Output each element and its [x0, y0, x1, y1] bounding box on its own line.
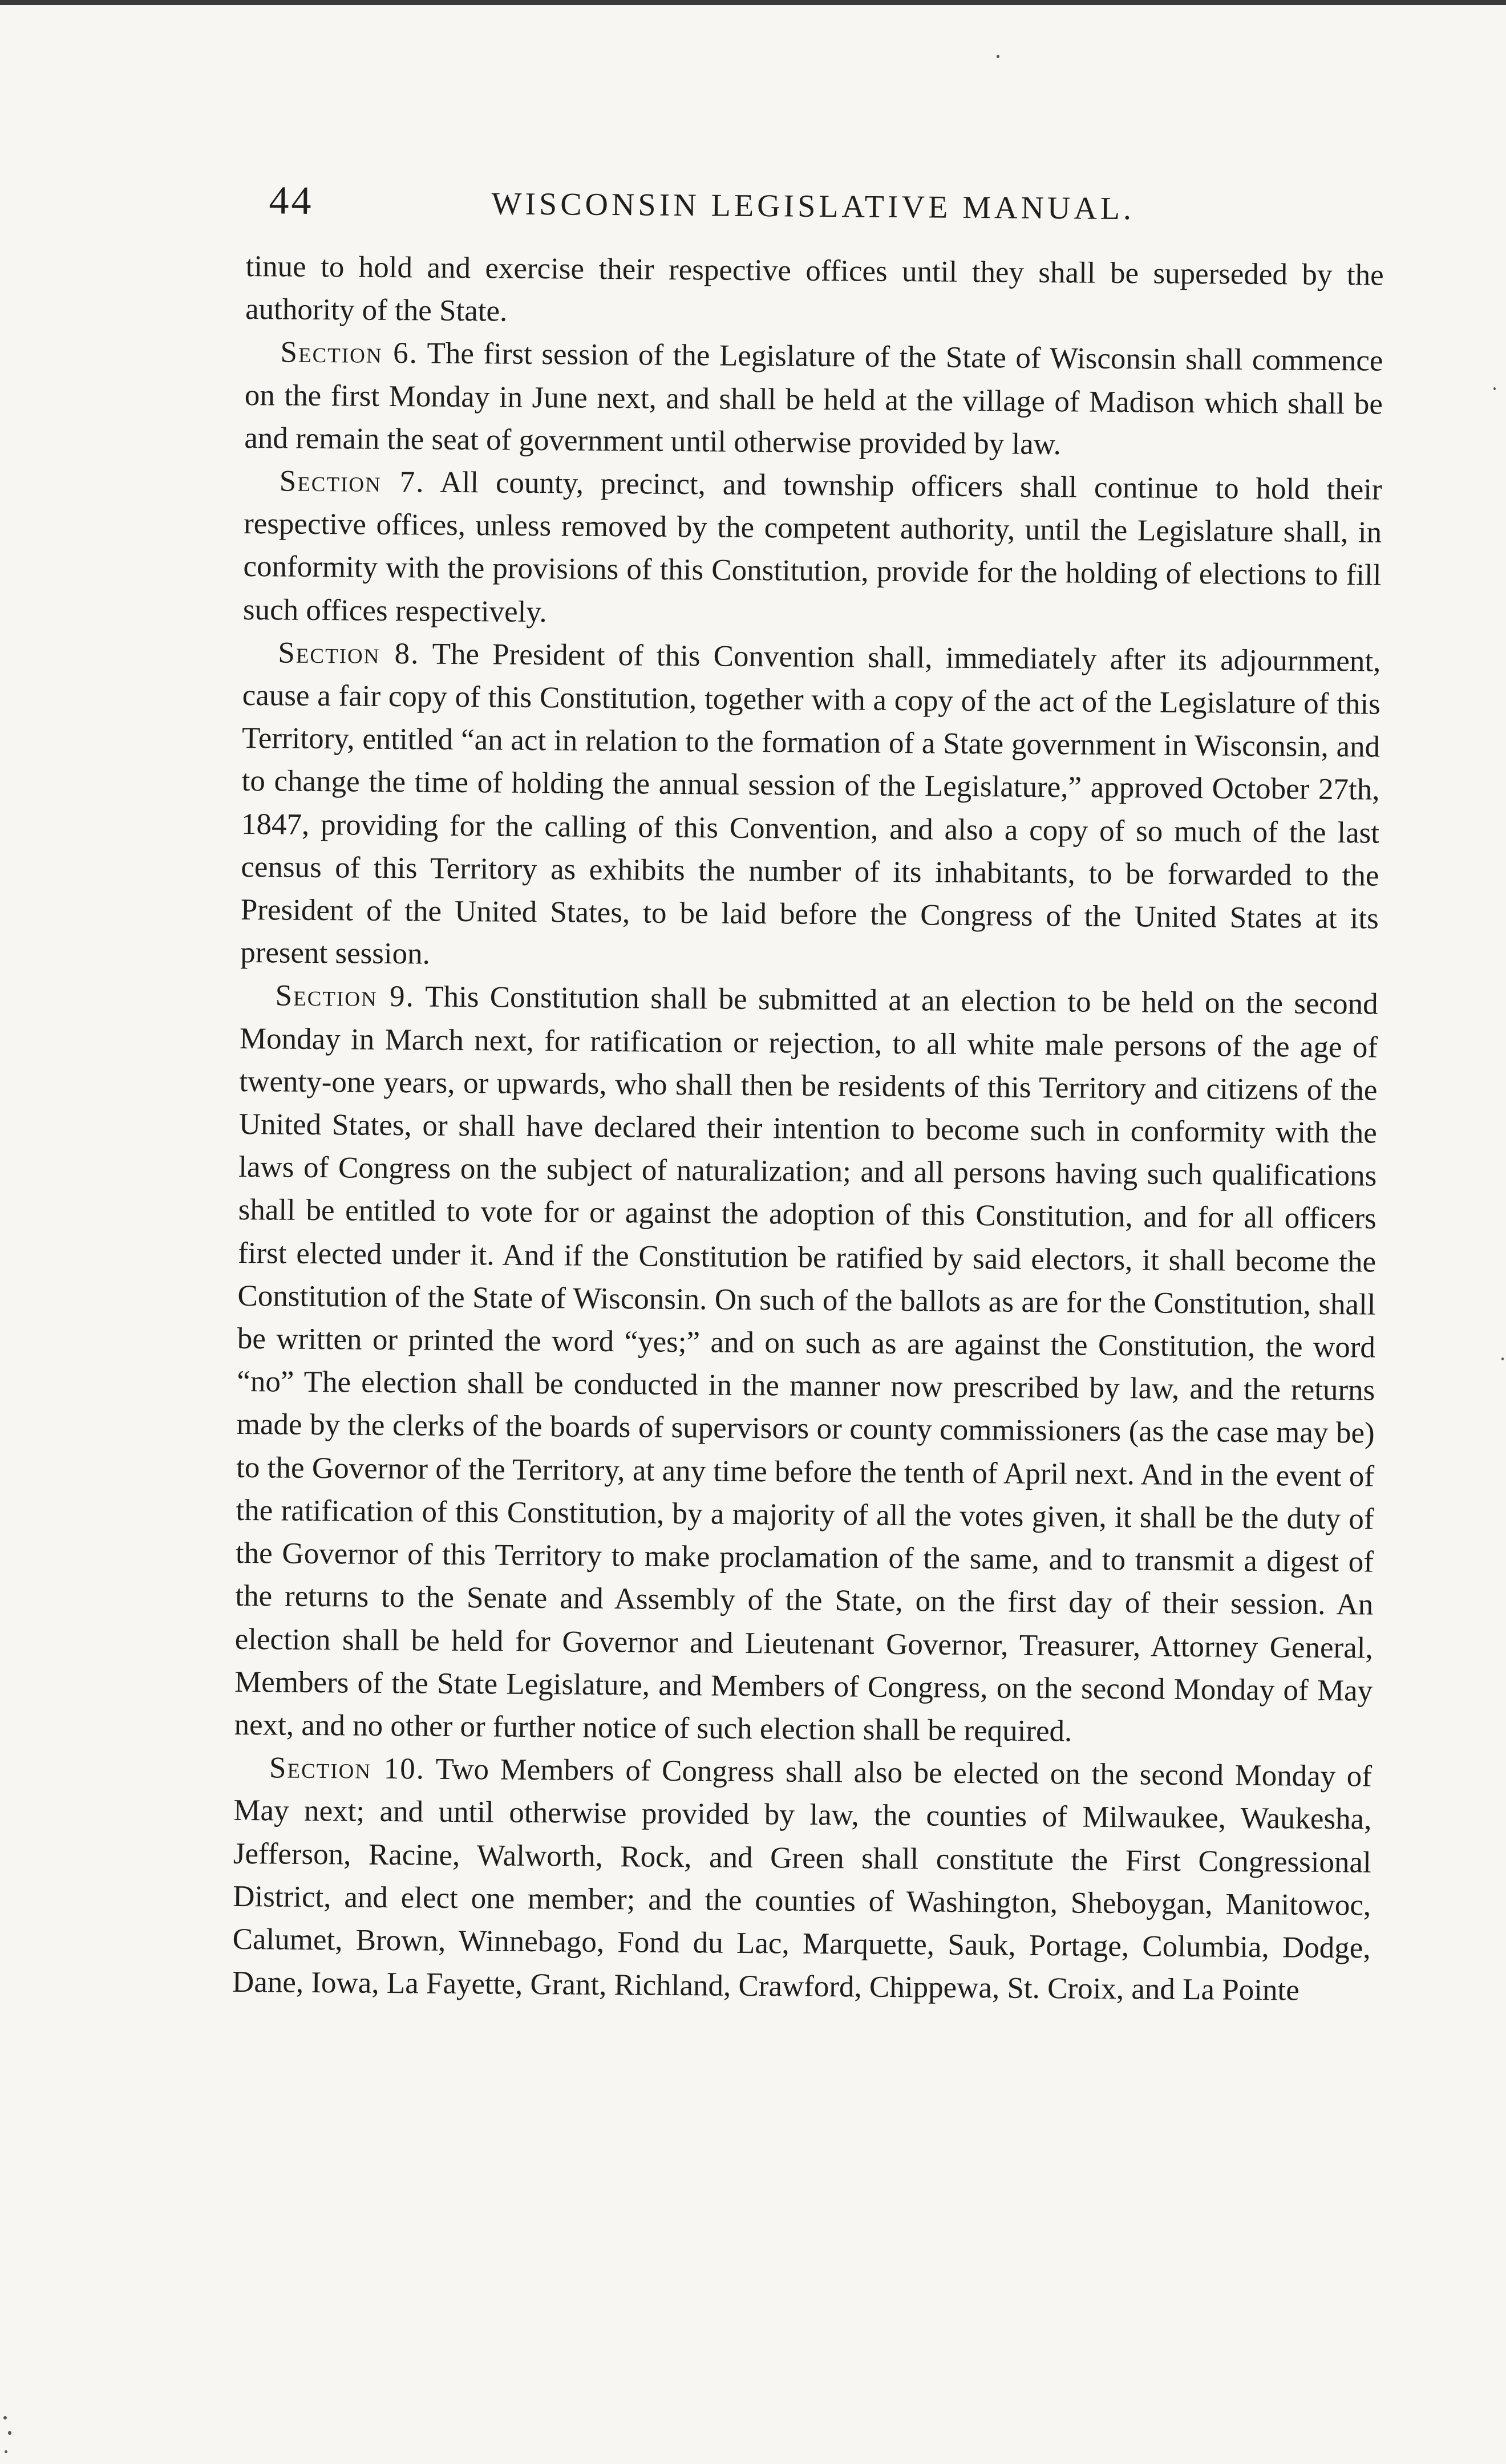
body-text: [232, 245, 1384, 2013]
section-text: This Constitution shall be submitted at an election to be held on the second Monday in March next, for ratification or rejection, to all white male persons of the age of twenty-one years, or upwards, who shall then be residents of this Territory and citizens of the United States, or shall have declared their intention to become such in conformity with the laws of Congress on the subject of naturalization; and all persons having such qualifications shall be entitled to vote for or against the adoption of this Constitution, and for all officers first elected under it. And if the Constitution be ratified by said electors, it shall become the Constitution of the State of Wisconsin. On such of the ballots as are for the Constitution, shall be written or printed the word “yes;” and on such as are against the Constitution, the word “no” The election shall be conducted in the manner now prescribed by law, and the returns made by the clerks of the boards of supervisors or county commissioners (as the case may be) to the Governor of the Territory, at any time before the tenth of April next. And in the event of the ratification of this Constitution, by a majority of all the votes given, it shall be the duty of the Governor of this Territory to make proclamation of the same, and to transmit a digest of the returns to the Senate and Assembly of the State, on the first day of their session. An election shall be held for Governor and Lieutenant Governor, Treasurer, Attorney General, Members of the State Legislature, and Members of Congress, on the second Monday of May next, and no other or further notice of such election shall be required.: [234, 980, 1378, 1748]
section-text: All county, precinct, and township officers shall continue to hold their respective offices, unless removed by the competent authority, until the Legislature shall, in conformity with the provisions of this Constitution, provide for the holding of elections to fill such offices respectively.: [242, 465, 1382, 629]
section-10: [232, 1746, 1372, 2013]
document-page: [232, 171, 1384, 2013]
paragraph-continued: [245, 245, 1384, 340]
section-label: Section 7.: [279, 464, 425, 499]
ink-speck: [3, 2416, 7, 2420]
section-label: Section 8.: [278, 636, 420, 671]
section-label: Section 9.: [275, 979, 415, 1014]
ink-speck: [5, 2450, 7, 2453]
section-7: [243, 460, 1382, 640]
top-border-rule: [0, 0, 1506, 5]
section-text: The first session of the Legislature of the State of Wisconsin shall commence on the first Monday in June next, and shall be held at the village of Madison which shall be and remain the seat of government until otherwise provided by law.: [244, 337, 1383, 461]
section-label: Section 10.: [269, 1751, 426, 1786]
section-text: The President of this Convention shall, immediately after its adjournment, cause a fair copy of this Constitution, together with a copy of the act of the Legislature of this Territory, entitled “an act in relation to the formation of a State government in Wisconsin, and to change the time of holding the annual session of the Legislature,” approved October 27th, 1847, providing for the calling of this Convention, and also a copy of so much of the last census of this Territory as exhibits the number of its inhabitants, to be forwarded to the President of the United States, to be laid before the Congress of the United States at its present session.: [240, 637, 1381, 971]
paragraph-text: tinue to hold and exercise their respective offices until they shall be superseded by the authority of the State.: [245, 249, 1384, 328]
page-header: [246, 171, 1384, 254]
page-number: 44: [269, 179, 314, 223]
section-text: Two Members of Congress shall also be elected on the second Monday of May next; and until otherwise provided by law, the counties of Milwaukee, Waukesha, Jefferson, Racine, Walworth, Rock, and Green shall constitute the First Congressional District, and elect one member; and the counties of Washington, Sheboygan, Manitowoc, Calumet, Brown, Winnebago, Fond du Lac, Marquette, Sauk, Portage, Columbia, Dodge, Dane, Iowa, La Fayette, Grant, Richland, Crawford, Chippewa, St. Croix, and La Pointe: [232, 1752, 1373, 2007]
ink-speck: [997, 55, 999, 58]
ink-speck: [1493, 387, 1496, 390]
section-label: Section 6.: [280, 335, 419, 370]
ink-speck: [8, 2431, 11, 2435]
section-9: [234, 974, 1378, 1755]
ink-speck: [1501, 1357, 1504, 1360]
section-8: [240, 631, 1381, 983]
running-title: WISCONSIN LEGISLATIVE MANUAL.: [491, 186, 1135, 227]
section-6: [244, 331, 1383, 468]
